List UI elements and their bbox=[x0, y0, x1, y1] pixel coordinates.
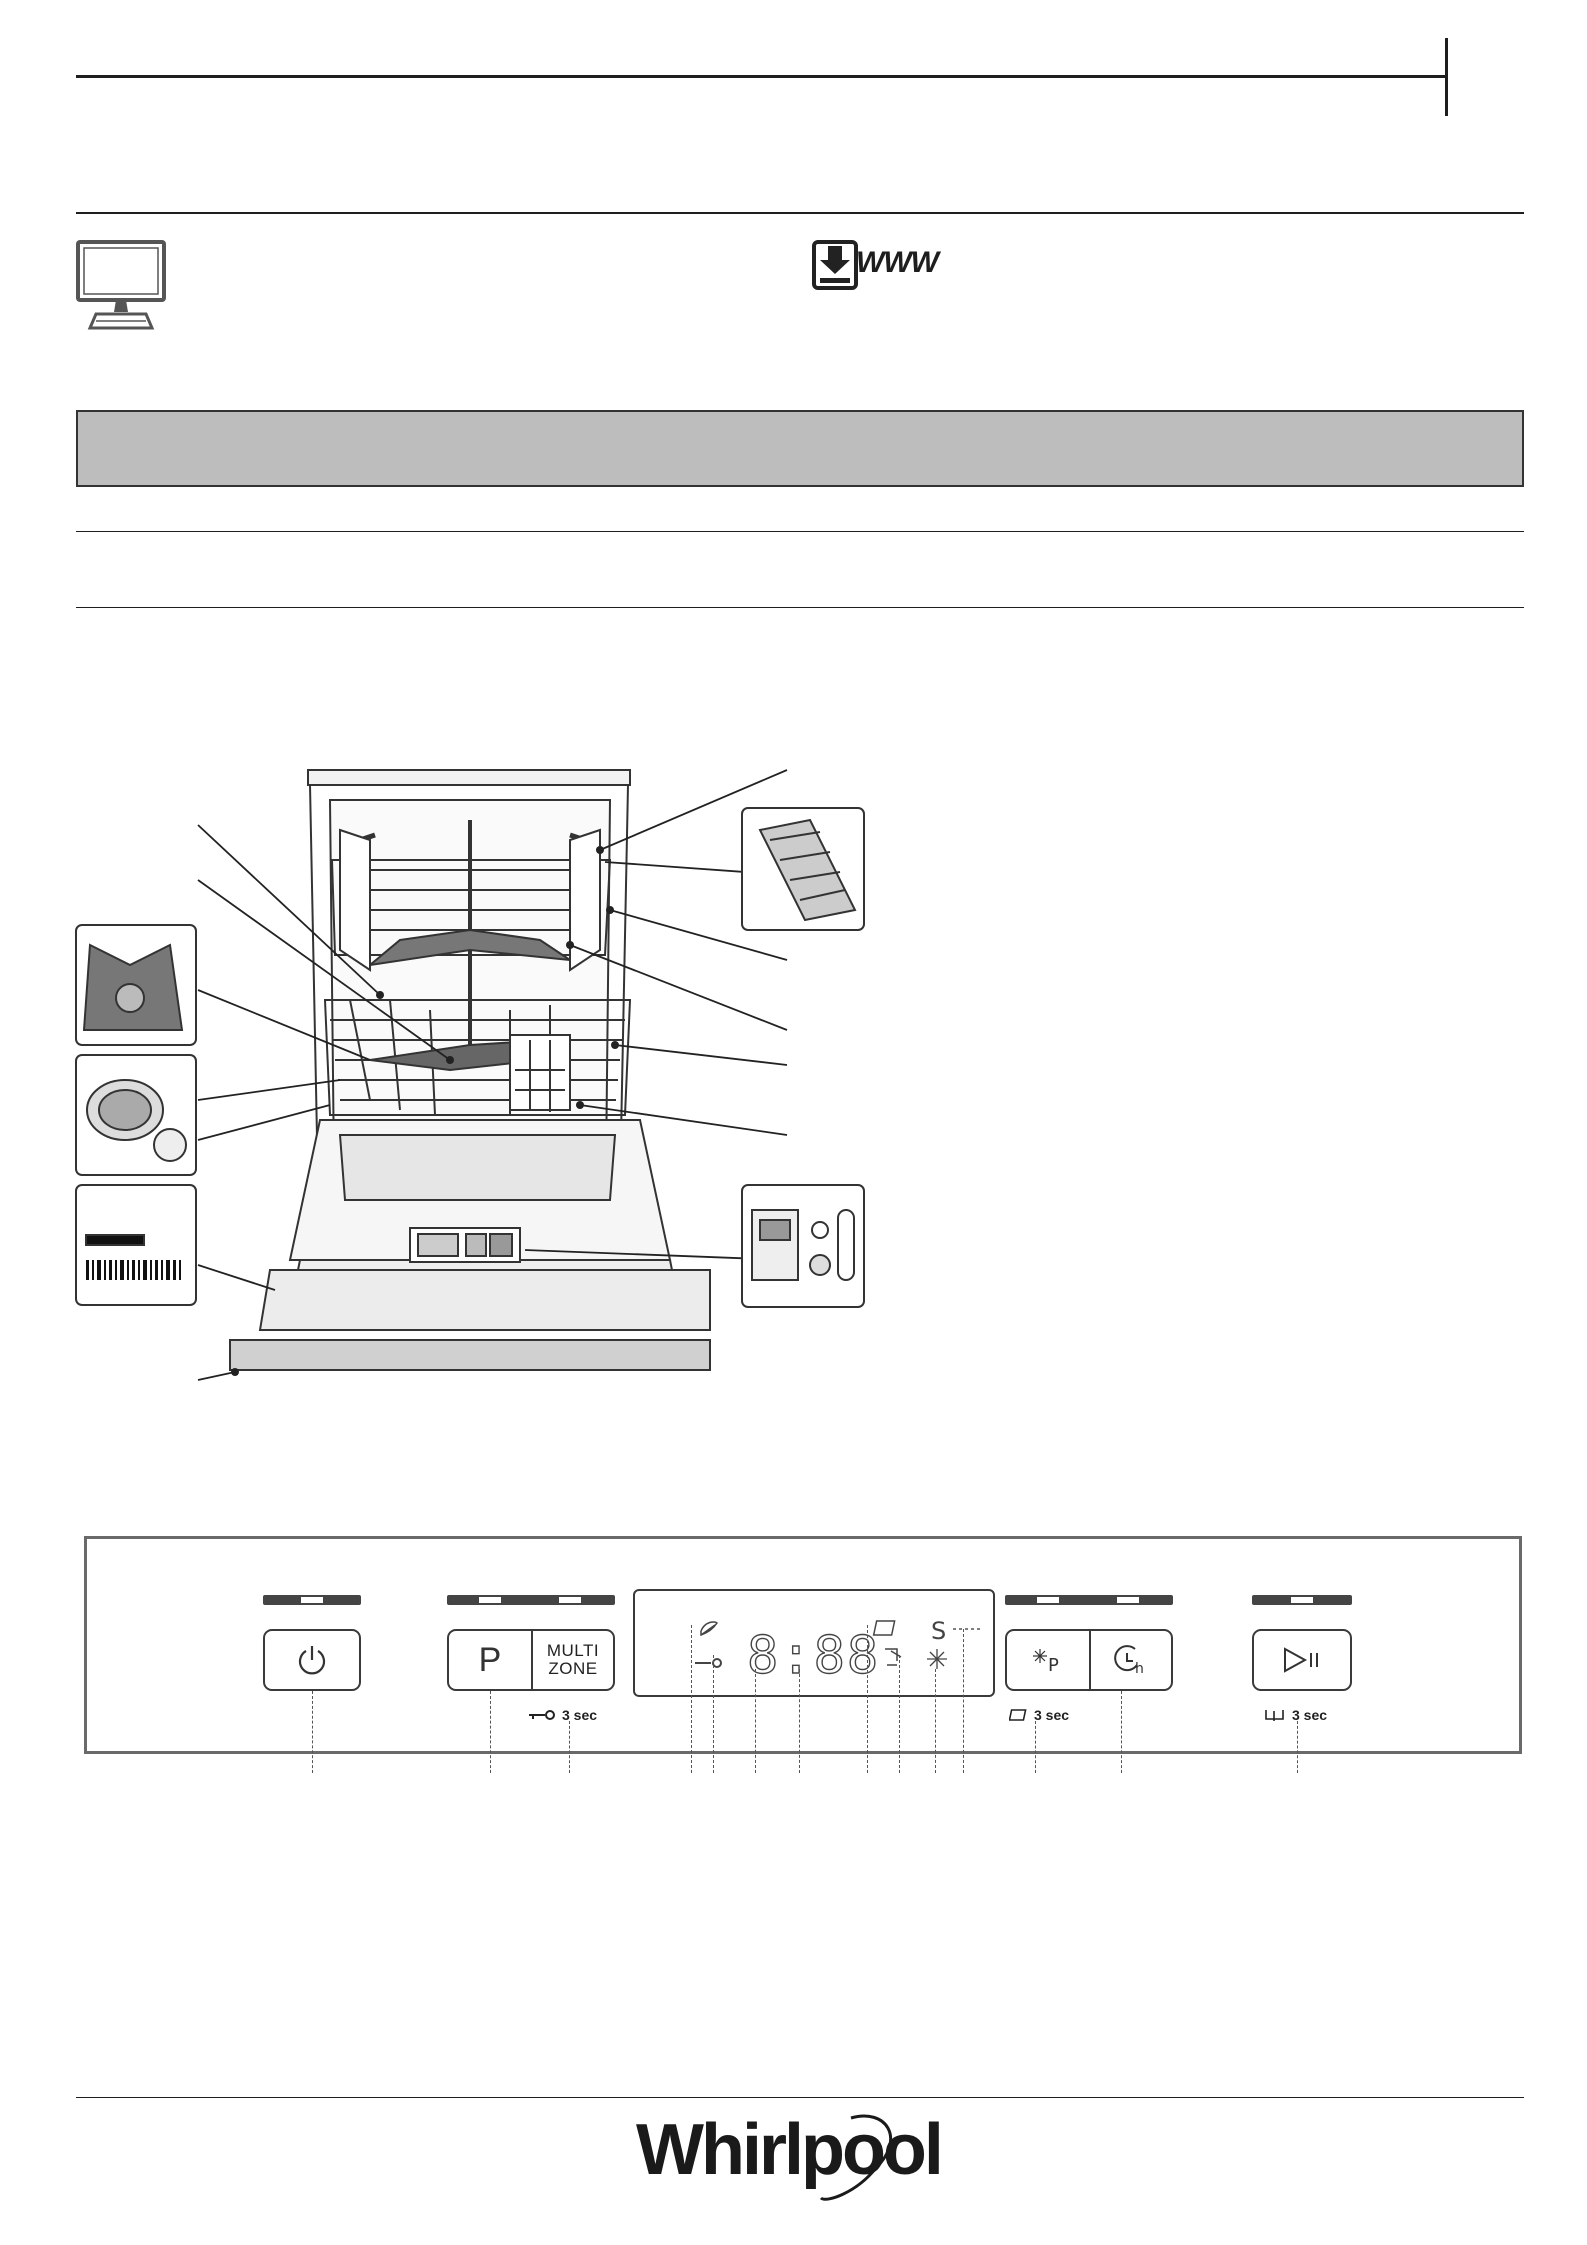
control-panel bbox=[84, 1536, 1522, 1754]
multizone-label: MULTI ZONE bbox=[546, 1641, 600, 1678]
prewash-button[interactable] bbox=[1007, 1631, 1089, 1689]
divider bbox=[76, 531, 1524, 532]
led-indicator bbox=[1005, 1595, 1173, 1605]
barcode-icon bbox=[86, 1260, 181, 1280]
delay-button[interactable] bbox=[1089, 1631, 1171, 1689]
section-divider bbox=[76, 212, 1524, 214]
tablet-icon bbox=[1009, 1708, 1029, 1722]
whirlpool-logo bbox=[636, 2098, 966, 2210]
program-label: P bbox=[478, 1640, 502, 1679]
start-pause-button[interactable] bbox=[1252, 1629, 1352, 1691]
download-arrow-icon bbox=[812, 240, 858, 290]
program-multizone-buttons bbox=[447, 1629, 615, 1691]
sparkle-p-icon bbox=[1028, 1643, 1068, 1677]
reset-drain-icon bbox=[1263, 1707, 1287, 1723]
divider bbox=[76, 607, 1524, 608]
option-buttons bbox=[1005, 1629, 1173, 1691]
svg-text:P: P bbox=[1047, 1655, 1059, 1676]
eco-icon bbox=[701, 1622, 717, 1635]
power-button[interactable] bbox=[263, 1629, 361, 1691]
led-indicator bbox=[447, 1595, 615, 1605]
salt-indicator: S bbox=[931, 1617, 947, 1645]
delay-clock-icon bbox=[1113, 1643, 1149, 1677]
top-rule bbox=[76, 75, 1447, 78]
led-indicator bbox=[263, 1595, 361, 1605]
svg-text:Whirlpool: Whirlpool bbox=[636, 2110, 941, 2190]
program-button[interactable] bbox=[449, 1631, 531, 1689]
svg-text:h: h bbox=[1134, 1661, 1144, 1677]
tablet-hint: 3 sec bbox=[1009, 1707, 1069, 1723]
key-icon bbox=[527, 1709, 557, 1721]
www-label: WWW bbox=[856, 246, 938, 279]
play-pause-icon bbox=[1279, 1645, 1325, 1675]
time-display: 8:88 bbox=[747, 1626, 881, 1686]
top-tick bbox=[1445, 38, 1448, 116]
display bbox=[633, 1589, 995, 1697]
led-indicator bbox=[1252, 1595, 1352, 1605]
key-lock-hint: 3 sec bbox=[527, 1707, 597, 1723]
section-header-band bbox=[76, 410, 1524, 487]
rinse-aid-icon bbox=[927, 1649, 947, 1669]
dishwasher-illustration bbox=[70, 740, 890, 1390]
monitor-icon bbox=[74, 240, 168, 334]
multizone-button[interactable] bbox=[531, 1631, 613, 1689]
power-icon bbox=[295, 1643, 329, 1677]
download-icon bbox=[812, 240, 938, 292]
reset-hint: 3 sec bbox=[1263, 1707, 1327, 1723]
